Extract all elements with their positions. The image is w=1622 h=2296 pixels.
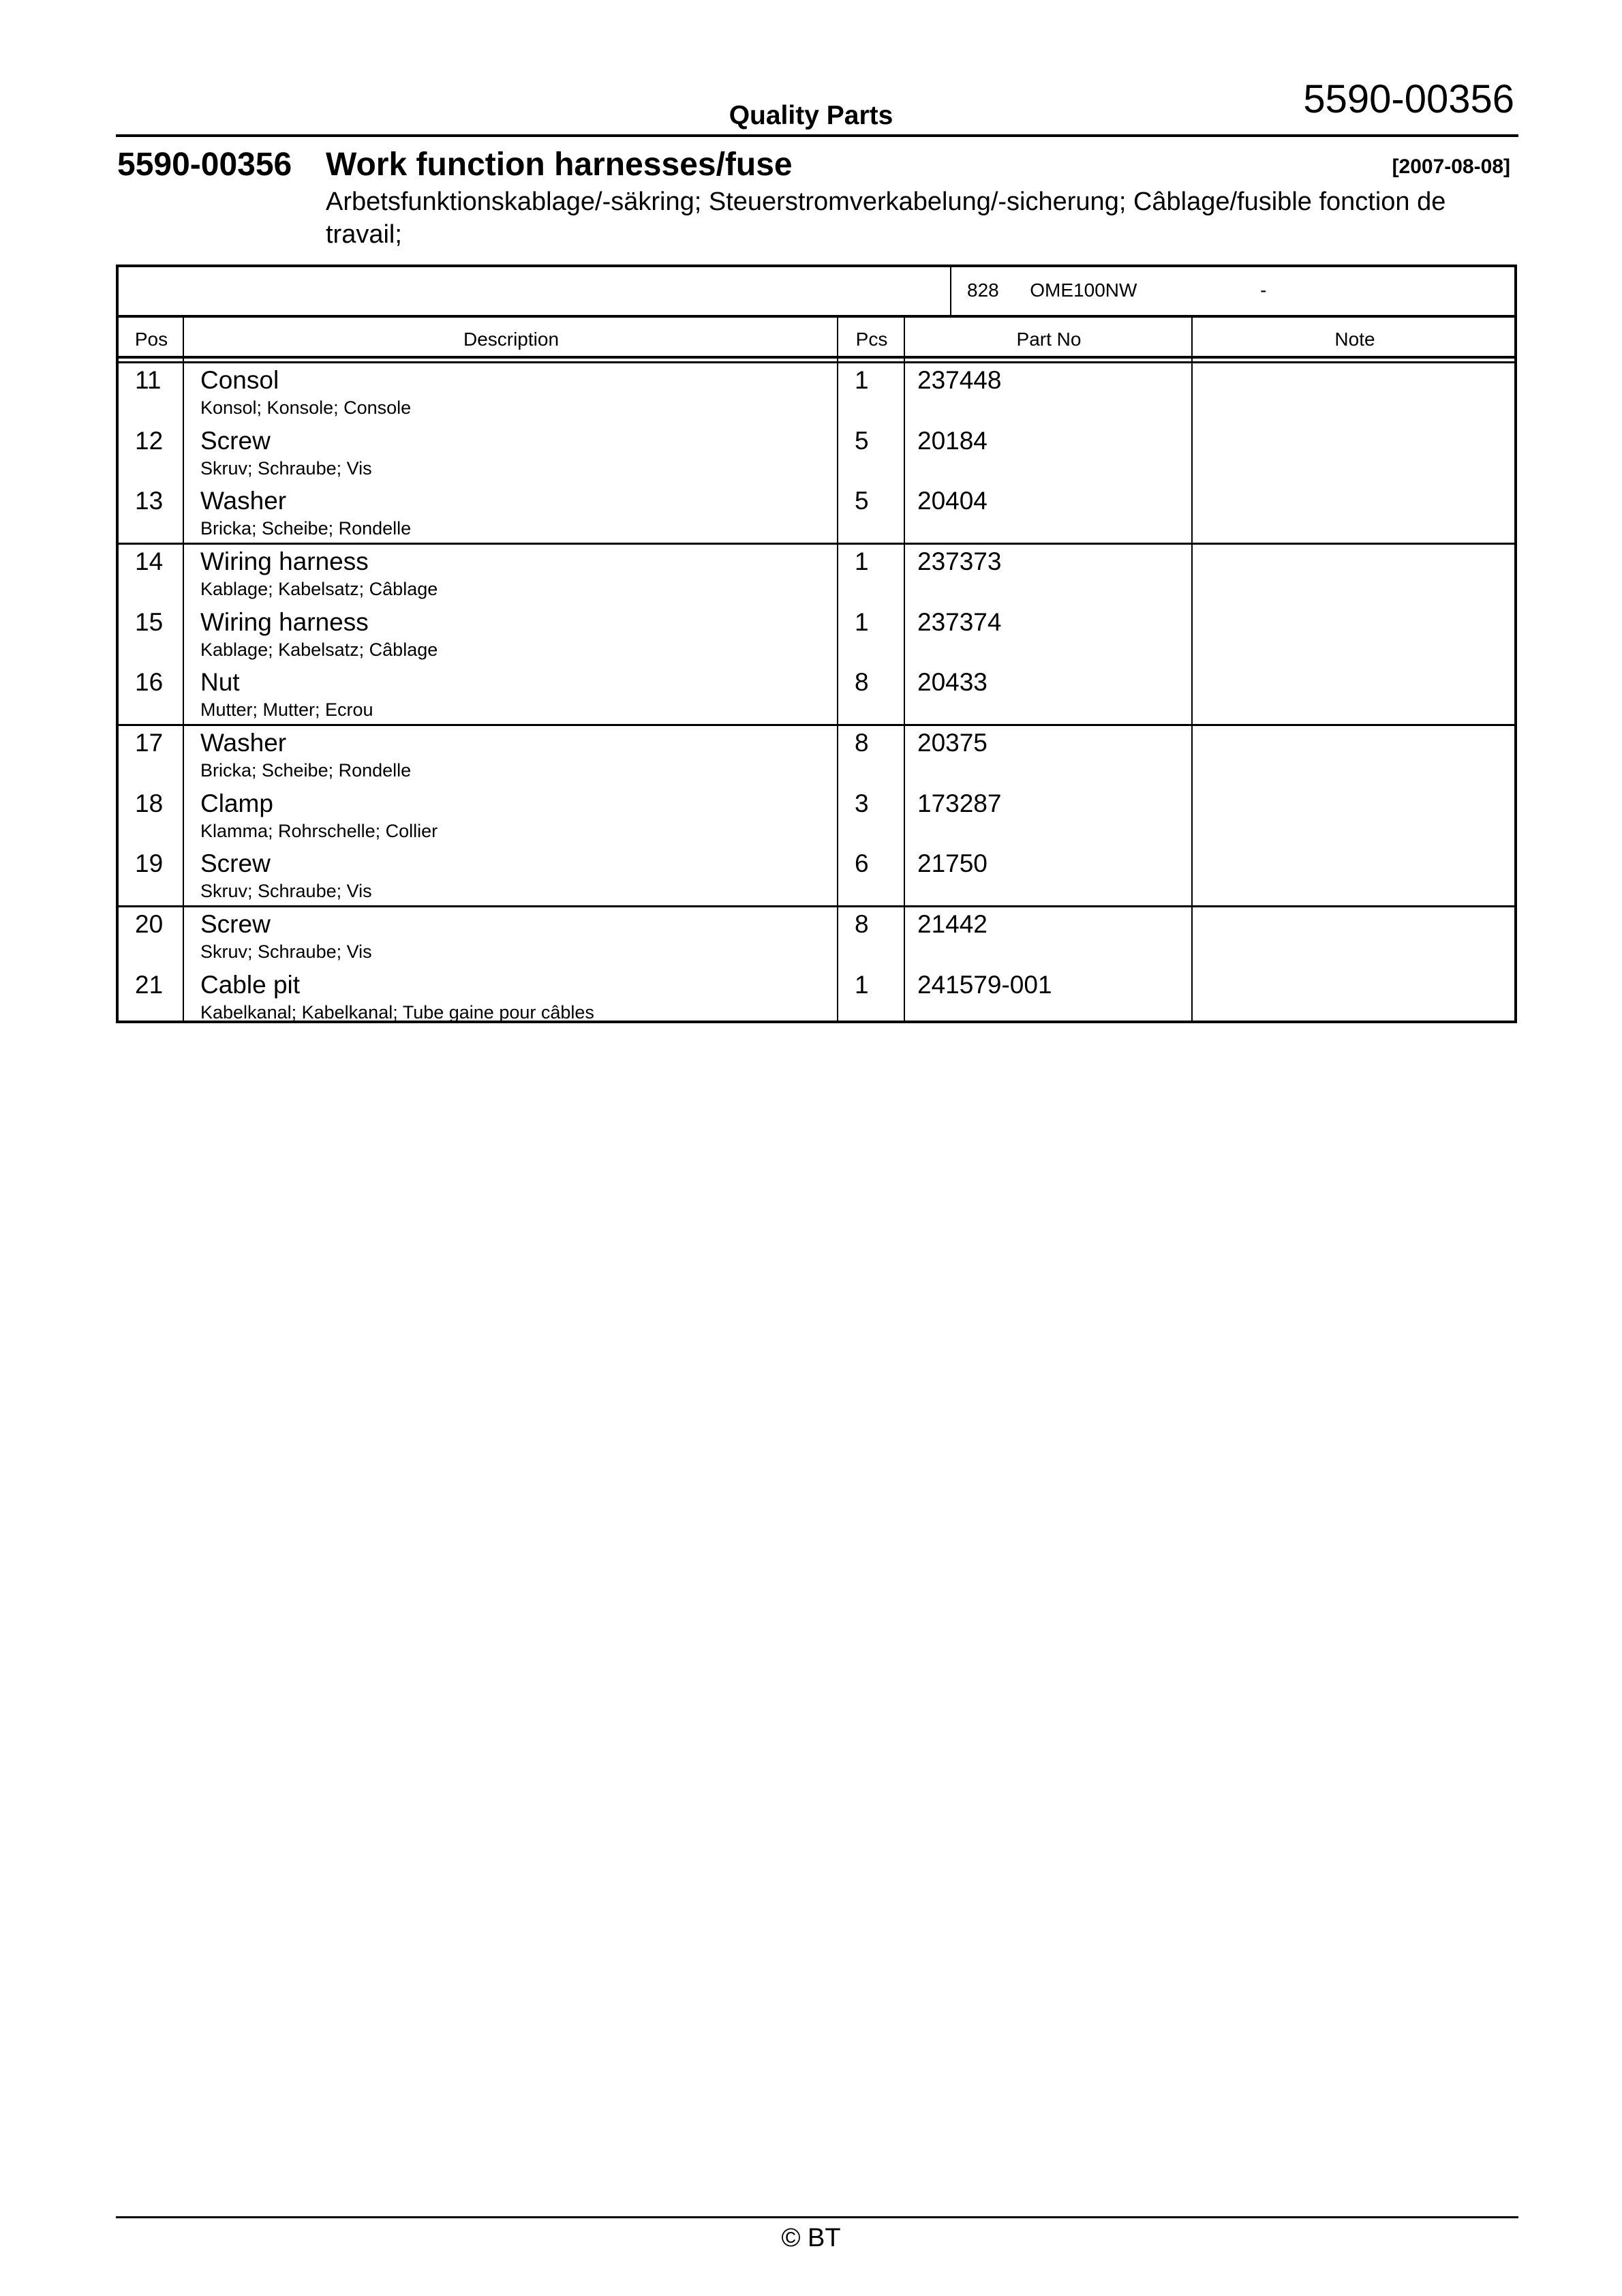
- row-part-no: 21750: [917, 849, 988, 878]
- row-part-no: 241579-001: [917, 970, 1052, 999]
- row-translations: Kabelkanal; Kabelkanal; Tube gaine pour câbles: [200, 1001, 594, 1023]
- model-name: OME100NW: [1030, 280, 1137, 301]
- table-body: [119, 363, 1514, 1021]
- row-description: Screw: [200, 849, 271, 878]
- section-heading: Quality Parts: [729, 101, 893, 130]
- parts-table: [116, 265, 1517, 1023]
- row-pos: 11: [135, 366, 162, 394]
- row-translations: Klamma; Rohrschelle; Collier: [200, 820, 438, 841]
- col-divider: [904, 318, 905, 1021]
- row-part-no: 237374: [917, 607, 1002, 636]
- row-description: Washer: [200, 729, 287, 757]
- row-description: Washer: [200, 487, 287, 515]
- row-pcs: 6: [855, 849, 869, 878]
- row-pcs: 8: [855, 668, 869, 697]
- row-pos: 18: [135, 789, 164, 817]
- table-row: [119, 726, 1514, 787]
- row-pos: 15: [135, 607, 164, 636]
- row-part-no: 20184: [917, 426, 988, 455]
- table-row: [119, 787, 1514, 847]
- row-translations: Skruv; Schraube; Vis: [200, 881, 372, 902]
- title-translations: Arbetsfunktionskablage/-säkring; Steuerstromverkabelung/-sicherung; Câblage/fusible fonction de travail;: [326, 187, 1446, 249]
- row-translations: Mutter; Mutter; Ecrou: [200, 699, 373, 721]
- row-pos: 20: [135, 910, 164, 938]
- row-pcs: 8: [855, 910, 869, 938]
- row-pos: 12: [135, 426, 164, 455]
- row-part-no: 173287: [917, 789, 1002, 817]
- table-row: [119, 907, 1514, 968]
- row-description: Cable pit: [200, 970, 301, 999]
- row-pcs: 1: [855, 607, 869, 636]
- table-row: [119, 363, 1514, 424]
- row-description: Clamp: [200, 789, 273, 817]
- model-info: [967, 280, 1266, 301]
- row-pcs: 1: [855, 970, 869, 999]
- title-number: 5590-00356: [117, 147, 292, 183]
- item-group: [119, 363, 1514, 545]
- row-pos: 19: [135, 849, 164, 878]
- row-description: Consol: [200, 366, 279, 394]
- row-description: Nut: [200, 668, 240, 697]
- row-part-no: 237373: [917, 547, 1002, 575]
- row-translations: Konsol; Konsole; Console: [200, 397, 412, 418]
- col-divider: [183, 318, 184, 1021]
- row-pcs: 8: [855, 729, 869, 757]
- row-part-no: 20404: [917, 487, 988, 515]
- row-translations: Skruv; Schraube; Vis: [200, 941, 372, 962]
- table-row: [119, 605, 1514, 666]
- row-pcs: 5: [855, 426, 869, 455]
- row-translations: Bricka; Scheibe; Rondelle: [200, 518, 412, 539]
- header-divider: [116, 134, 1518, 137]
- table-row: [119, 545, 1514, 605]
- row-pos: 16: [135, 668, 164, 697]
- footer-divider: [116, 2216, 1518, 2218]
- col-divider: [1191, 318, 1193, 1021]
- page-title: Work function harnesses/fuse: [326, 147, 793, 183]
- row-pos: 21: [135, 970, 164, 999]
- copyright: © BT: [781, 2224, 841, 2252]
- table-row: [119, 968, 1514, 1029]
- row-pcs: 5: [855, 487, 869, 515]
- table-row: [119, 847, 1514, 907]
- table-row: [119, 424, 1514, 485]
- model-info-row: [119, 267, 1514, 318]
- revision-date: [2007-08-08]: [1392, 155, 1510, 178]
- col-note: Note: [1334, 329, 1375, 350]
- table-row: [119, 665, 1514, 726]
- row-pcs: 1: [855, 547, 869, 575]
- row-description: Wiring harness: [200, 547, 369, 575]
- row-pcs: 1: [855, 366, 869, 394]
- row-translations: Skruv; Schraube; Vis: [200, 457, 372, 479]
- document-number: 5590-00356: [1303, 77, 1514, 121]
- col-pos: Pos: [134, 329, 168, 350]
- table-header: [119, 318, 1514, 359]
- row-pcs: 3: [855, 789, 869, 817]
- item-group: [119, 726, 1514, 907]
- col-description: Description: [463, 329, 560, 350]
- row-part-no: 20375: [917, 729, 988, 757]
- row-part-no: 20433: [917, 668, 988, 697]
- table-row: [119, 484, 1514, 545]
- row-pos: 17: [135, 729, 164, 757]
- row-translations: Kablage; Kabelsatz; Câblage: [200, 579, 438, 599]
- col-pcs: Pcs: [855, 329, 888, 350]
- row-translations: Bricka; Scheibe; Rondelle: [200, 760, 412, 781]
- row-pos: 13: [135, 487, 164, 515]
- row-part-no: 237448: [917, 366, 1002, 394]
- row-pos: 14: [135, 547, 164, 575]
- row-description: Screw: [200, 910, 271, 938]
- model-extra: -: [1260, 280, 1267, 301]
- col-divider: [837, 318, 838, 1021]
- item-group: [119, 907, 1514, 1026]
- row-translations: Kablage; Kabelsatz; Câblage: [200, 639, 438, 660]
- item-group: [119, 545, 1514, 726]
- row-description: Wiring harness: [200, 607, 369, 636]
- info-divider: [950, 267, 951, 315]
- row-description: Screw: [200, 426, 271, 455]
- model-code: 828: [967, 280, 999, 301]
- row-part-no: 21442: [917, 910, 988, 938]
- col-part-no: Part No: [1016, 329, 1082, 350]
